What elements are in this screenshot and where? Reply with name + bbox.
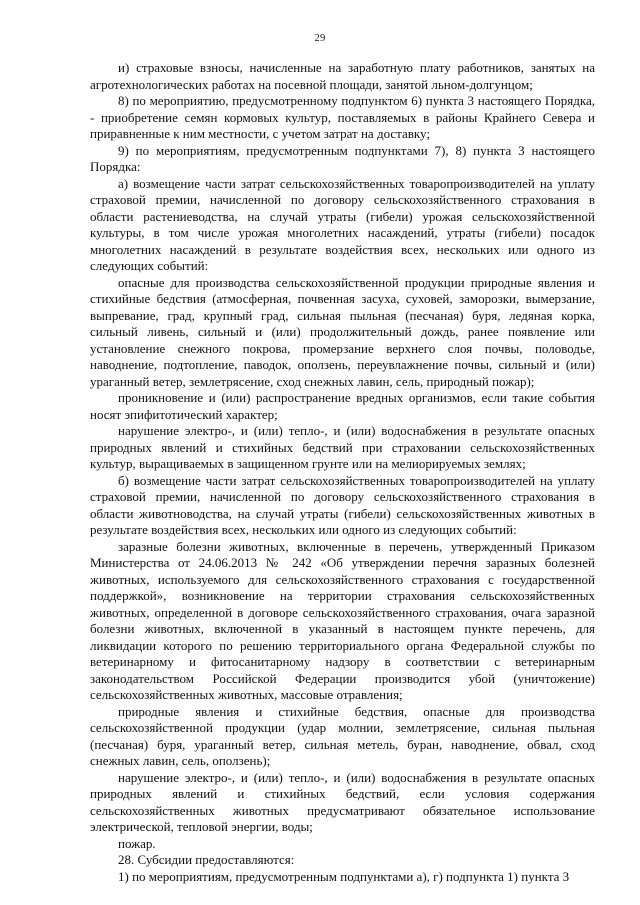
paragraph-section-28-item-1: 1) по мероприятиям, предусмотренным подпунктами а), г) подпункта 1) пункта 3 xyxy=(118,868,570,884)
paragraph-animal-diseases: заразные болезни животных, включенные в перечень, утвержденный Приказом Министерства от 24.06.2013 № 242 «Об утверждении перечня заразных болезней животных, используемого для сельскохозяйственного страхования с государственной поддержкой», возникновение на территории страхования сельскохозяйственных животных, определенной в договоре сельскохозяйственного страхования, очага заразной болезни животных, включенной в указанный в настоящем пункте перечень, для ликвидации которого по решению территориального органа Федеральной службы по ветеринарному и фитосанитарному надзору в соответствии с ветеринарным законодательством Российской Федерации производится убой (уничтожение) сельскохозяйственных животных, массовые отравления; xyxy=(90,538,595,702)
document-body xyxy=(90,60,595,885)
paragraph-item-9: 9) по мероприятиям, предусмотренным подпунктами 7), 8) пункта 3 настоящего Порядка: xyxy=(90,142,595,174)
paragraph-item-8: 8) по мероприятию, предусмотренному подпунктом 6) пункта 3 настоящего Порядка, - приобретение семян кормовых культур, поставляемых в районы Крайнего Севера и приравненные к ним местности, с учетом затрат на доставку; xyxy=(90,93,595,141)
paragraph-livestock-insurance: б) возмещение части затрат сельскохозяйственных товаропроизводителей на уплату страховой премии, начисленной по договору сельскохозяйственного страхования в области животноводства, на случай утраты (гибели) сельскохозяйственных животных в результате воздействия всех, нескольких или одного из следующих событий: xyxy=(90,472,595,537)
paragraph-pests: проникновение и (или) распространение вредных организмов, если такие события носят эпифитотический характер; xyxy=(90,390,595,422)
paragraph-natural-hazards: опасные для производства сельскохозяйственной продукции природные явления и стихийные бедствия (атмосферная, почвенная засуха, суховей, заморозки, вымерзание, выпревание, град, крупный град, сильная пыльная (песчаная) буря, ледяная корка, сильный ливень, сильный и (или) продолжительный дождь, ранее появление или установление снежного покрова, промерзание верхнего слоя почвы, половодье, наводнение, подтопление, паводок, оползень, переувлажнение почвы, сильный и (или) ураганный ветер, землетрясение, сход снежных лавин, сель, природный пожар); xyxy=(90,274,595,389)
paragraph-natural-disasters-livestock: природные явления и стихийные бедствия, опасные для производства сельскохозяйственной продукции (удар молнии, землетрясение, сильная пыльная (песчаная) буря, ураганный ветер, сильная метель, буран, наводнение, обвал, сход снежных лавин, сель, оползень); xyxy=(90,703,595,768)
paragraph-utility-disruption-livestock: нарушение электро-, и (или) тепло-, и (или) водоснабжения в результате опасных природных явлений и стихийных бедствий, если условия содержания сельскохозяйственных животных предусматривают обязательное использование электрической, тепловой энергии, воды; xyxy=(90,769,595,834)
paragraph-insurance-contributions: и) страховые взносы, начисленные на заработную плату работников, занятых на агротехнологических работах на посевной площади, занятой льном-долгунцом; xyxy=(90,60,595,92)
paragraph-section-28: 28. Субсидии предоставляются: xyxy=(118,852,295,867)
paragraph-crop-insurance: а) возмещение части затрат сельскохозяйственных товаропроизводителей на уплату страховой премии, начисленной по договору сельскохозяйственного страхования в области растениеводства, на случай утраты (гибели) урожая сельскохозяйственной культуры, в том числе урожая многолетних насаждений, утраты (гибели) посадок многолетних насаждений в результате воздействия всех, нескольких или одного из следующих событий: xyxy=(90,175,595,273)
paragraph-utility-disruption-crops: нарушение электро-, и (или) тепло-, и (или) водоснабжения в результате опасных природных явлений и стихийных бедствий при страховании сельскохозяйственных культур, выращиваемых в защищенном грунте или на мелиорируемых землях; xyxy=(90,423,595,471)
paragraph-fire: пожар. xyxy=(118,835,156,851)
page-number: 29 xyxy=(314,33,326,44)
